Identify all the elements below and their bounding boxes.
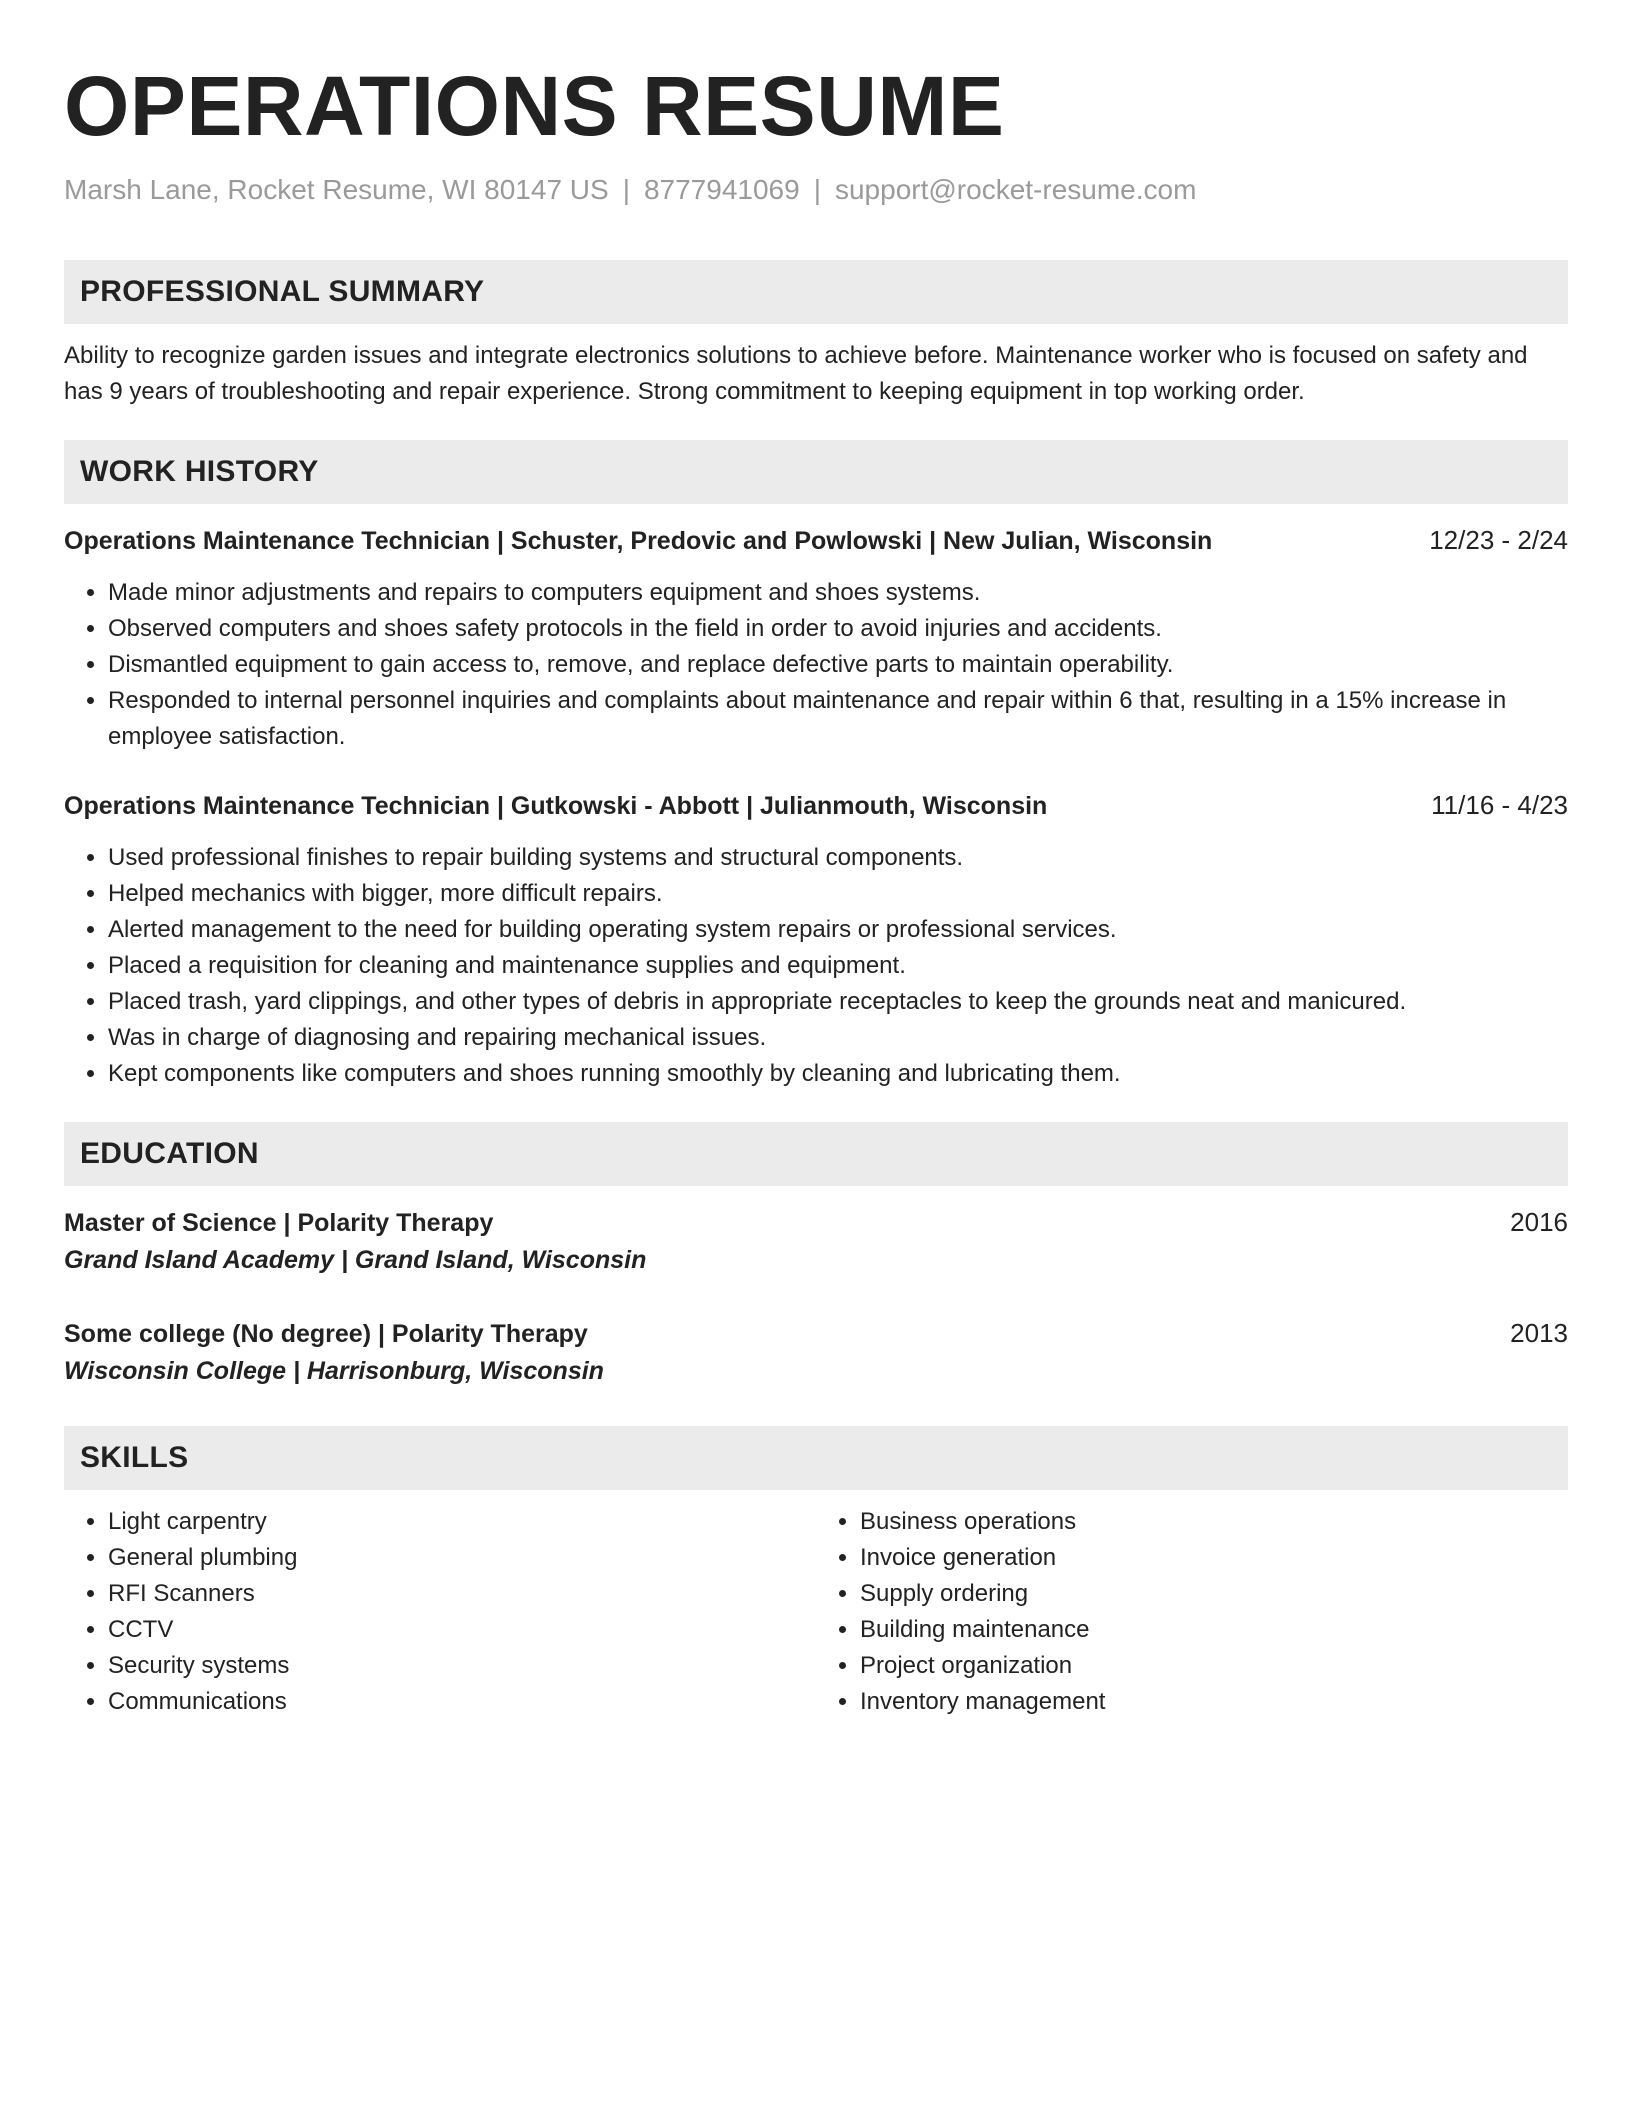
job-bullet: • Was in charge of diagnosing and repairing mechanical issues. bbox=[108, 1020, 1568, 1056]
job-bullet: • Dismantled equipment to gain access to, remove, and replace defective parts to maintain operability. bbox=[108, 647, 1568, 683]
job-bullet: • Helped mechanics with bigger, more difficult repairs. bbox=[108, 876, 1568, 912]
skills-column-left bbox=[64, 1504, 816, 1720]
education-degree: Master of Science | Polarity Therapy bbox=[64, 1209, 494, 1237]
job-title: Operations Maintenance Technician | Schuster, Predovic and Powlowski | New Julian, Wisconsin bbox=[64, 527, 1213, 555]
resume-name: OPERATIONS RESUME bbox=[64, 59, 1005, 153]
job-entry bbox=[64, 787, 1568, 1092]
skill-item: • RFI Scanners bbox=[108, 1576, 816, 1612]
skill-item: • Security systems bbox=[108, 1648, 816, 1684]
job-header bbox=[64, 787, 1568, 824]
education-header bbox=[64, 1204, 1568, 1241]
skill-item: • Project organization bbox=[860, 1648, 1568, 1684]
job-bullet: • Placed trash, yard clippings, and other types of debris in appropriate receptacles to keep the grounds neat and manicured. bbox=[108, 984, 1568, 1020]
education-school: Grand Island Academy | Grand Island, Wisconsin bbox=[64, 1246, 647, 1274]
education-degree: Some college (No degree) | Polarity Therapy bbox=[64, 1320, 588, 1348]
job-bullet: • Responded to internal personnel inquiries and complaints about maintenance and repair within 6 that, resulting in a 15% increase in employee satisfaction. bbox=[108, 683, 1568, 755]
contact-address: Marsh Lane, Rocket Resume, WI 80147 US bbox=[64, 174, 609, 205]
job-entry bbox=[64, 522, 1568, 755]
job-header bbox=[64, 522, 1568, 559]
skills-grid bbox=[64, 1504, 1568, 1720]
contact-separator: | bbox=[622, 174, 630, 205]
summary-text: Ability to recognize garden issues and integrate electronics solutions to achieve before. Maintenance worker who is focused on safety and has 9 years of troubleshooting and repair experience. Strong commitment to keeping equipment in top working order. bbox=[64, 342, 1528, 405]
skills-column-right bbox=[816, 1504, 1568, 1720]
job-dates: 12/23 - 2/24 bbox=[1429, 525, 1568, 555]
education-year: 2013 bbox=[1510, 1318, 1568, 1348]
skill-item: • Invoice generation bbox=[860, 1540, 1568, 1576]
job-bullet: • Observed computers and shoes safety protocols in the field in order to avoid injuries and accidents. bbox=[108, 611, 1568, 647]
education-header bbox=[64, 1315, 1568, 1352]
skill-item: • CCTV bbox=[108, 1612, 816, 1648]
skills-list bbox=[64, 1504, 816, 1720]
section-header-skills: SKILLS bbox=[64, 1426, 1568, 1490]
contact-phone: 8777941069 bbox=[643, 174, 800, 205]
job-title: Operations Maintenance Technician | Gutkowski - Abbott | Julianmouth, Wisconsin bbox=[64, 792, 1048, 820]
skill-item: • Communications bbox=[108, 1684, 816, 1720]
section-header-work-history: WORK HISTORY bbox=[64, 440, 1568, 504]
education-entry bbox=[64, 1204, 1568, 1279]
skill-item: • General plumbing bbox=[108, 1540, 816, 1576]
skill-item: • Business operations bbox=[860, 1504, 1568, 1540]
skill-item: • Building maintenance bbox=[860, 1612, 1568, 1648]
section-header-summary: PROFESSIONAL SUMMARY bbox=[64, 260, 1568, 324]
job-bullet: • Kept components like computers and shoes running smoothly by cleaning and lubricating them. bbox=[108, 1056, 1568, 1092]
job-bullet: • Made minor adjustments and repairs to computers equipment and shoes systems. bbox=[108, 575, 1568, 611]
skill-item: • Inventory management bbox=[860, 1684, 1568, 1720]
contact-separator: | bbox=[813, 174, 821, 205]
skill-item: • Light carpentry bbox=[108, 1504, 816, 1540]
job-bullet: • Used professional finishes to repair building systems and structural components. bbox=[108, 840, 1568, 876]
contact-email: support@rocket-resume.com bbox=[834, 174, 1197, 205]
education-school: Wisconsin College | Harrisonburg, Wisconsin bbox=[64, 1357, 604, 1385]
contact-line bbox=[64, 172, 1568, 208]
skills-list bbox=[816, 1504, 1568, 1720]
education-entry bbox=[64, 1315, 1568, 1390]
section-header-education: EDUCATION bbox=[64, 1122, 1568, 1186]
job-bullets bbox=[64, 575, 1568, 755]
job-bullet: • Placed a requisition for cleaning and maintenance supplies and equipment. bbox=[108, 948, 1568, 984]
skill-item: • Supply ordering bbox=[860, 1576, 1568, 1612]
job-bullet: • Alerted management to the need for building operating system repairs or professional services. bbox=[108, 912, 1568, 948]
job-dates: 11/16 - 4/23 bbox=[1431, 790, 1568, 820]
job-bullets bbox=[64, 840, 1568, 1092]
education-year: 2016 bbox=[1510, 1207, 1568, 1237]
